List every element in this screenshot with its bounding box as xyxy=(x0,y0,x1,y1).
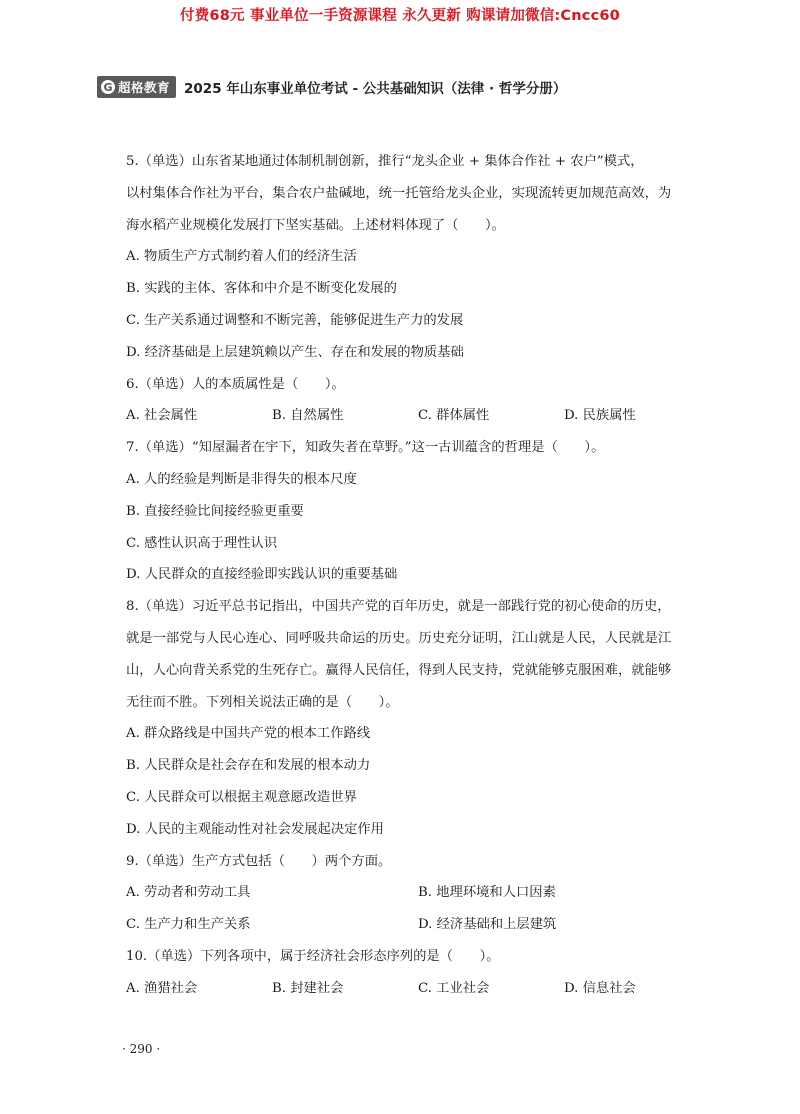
option-d: D. 民族属性 xyxy=(564,408,636,424)
question-stem: 10.（单选）下列各项中，属于经济社会形态序列的是（ ）。 xyxy=(126,948,500,964)
question-stem: 9.（单选）生产方式包括（ ）两个方面。 xyxy=(126,853,392,869)
option-a: A. 群众路线是中国共产党的根本工作路线 xyxy=(126,726,371,742)
question-stem: 7.（单选）“知屋漏者在宇下，知政失者在草野。”这一古训蕴含的哲理是（ ）。 xyxy=(126,440,605,456)
book-title: 2025 年山东事业单位考试 - 公共基础知识（法律 · 哲学分册） xyxy=(184,81,567,97)
option-a: A. 劳动者和劳动工具 xyxy=(126,885,251,901)
option-c: C. 感性认识高于理性认识 xyxy=(126,535,278,551)
page-number: · 290 · xyxy=(122,1042,161,1056)
option-b: B. 实践的主体、客体和中介是不断变化发展的 xyxy=(126,281,397,297)
question-stem: 6.（单选）人的本质属性是（ ）。 xyxy=(126,376,345,392)
options-row xyxy=(126,400,710,432)
option-c: C. 生产关系通过调整和不断完善，能够促进生产力的发展 xyxy=(126,312,464,328)
option-a: A. 物质生产方式制约着人们的经济生活 xyxy=(126,249,357,265)
question-stem: 无往而不胜。下列相关说法正确的是（ ）。 xyxy=(126,694,399,710)
question-stem: 5.（单选）山东省某地通过体制机制创新，推行“龙头企业 + 集体合作社 + 农户”模式， xyxy=(126,154,644,169)
options-row xyxy=(126,909,710,941)
options-row xyxy=(126,877,710,909)
question-list xyxy=(126,146,710,1005)
option-d: D. 经济基础是上层建筑赖以产生、存在和发展的物质基础 xyxy=(126,344,464,360)
option-d: D. 人民群众的直接经验即实践认识的重要基础 xyxy=(126,567,398,583)
option-a: A. 渔猎社会 xyxy=(126,980,198,996)
promo-banner: 付费68元 事业单位一手资源课程 永久更新 购课请加微信:Cncc60 xyxy=(180,8,620,24)
question-stem: 以村集体合作社为平台，集合农户盐碱地，统一托管给龙头企业，实现流转更加规范高效，为 xyxy=(126,185,672,201)
publisher-logo xyxy=(97,76,176,98)
question-stem: 8.（单选）习近平总书记指出，中国共产党的百年历史，就是一部践行党的初心使命的历史， xyxy=(126,599,671,615)
logo-icon: G xyxy=(101,80,115,94)
option-d: D. 经济基础和上层建筑 xyxy=(418,917,557,933)
option-b: B. 人民群众是社会存在和发展的根本动力 xyxy=(126,758,371,774)
question-stem: 海水稻产业规模化发展打下坚实基础。上述材料体现了（ ）。 xyxy=(126,217,505,233)
option-d: D. 人民的主观能动性对社会发展起决定作用 xyxy=(126,821,384,837)
option-c: C. 工业社会 xyxy=(418,980,490,996)
option-b: B. 封建社会 xyxy=(272,980,344,996)
logo-text: 超格教育 xyxy=(118,80,171,95)
page-header xyxy=(97,75,566,99)
option-a: A. 人的经验是判断是非得失的根本尺度 xyxy=(126,471,357,487)
option-a: A. 社会属性 xyxy=(126,408,198,424)
option-d: D. 信息社会 xyxy=(564,980,636,996)
option-c: C. 人民群众可以根据主观意愿改造世界 xyxy=(126,789,357,805)
question-stem: 山，人心向背关系党的生死存亡。赢得人民信任，得到人民支持，党就能够克服困难，就能够 xyxy=(126,662,672,678)
option-c: C. 群体属性 xyxy=(418,408,490,424)
option-b: B. 自然属性 xyxy=(272,408,344,424)
option-b: B. 地理环境和人口因素 xyxy=(418,885,556,901)
options-row xyxy=(126,973,710,1005)
option-c: C. 生产力和生产关系 xyxy=(126,917,251,933)
question-stem: 就是一部党与人民心连心、同呼吸共命运的历史。历史充分证明，江山就是人民，人民就是江 xyxy=(126,630,672,646)
option-b: B. 直接经验比间接经验更重要 xyxy=(126,503,304,519)
